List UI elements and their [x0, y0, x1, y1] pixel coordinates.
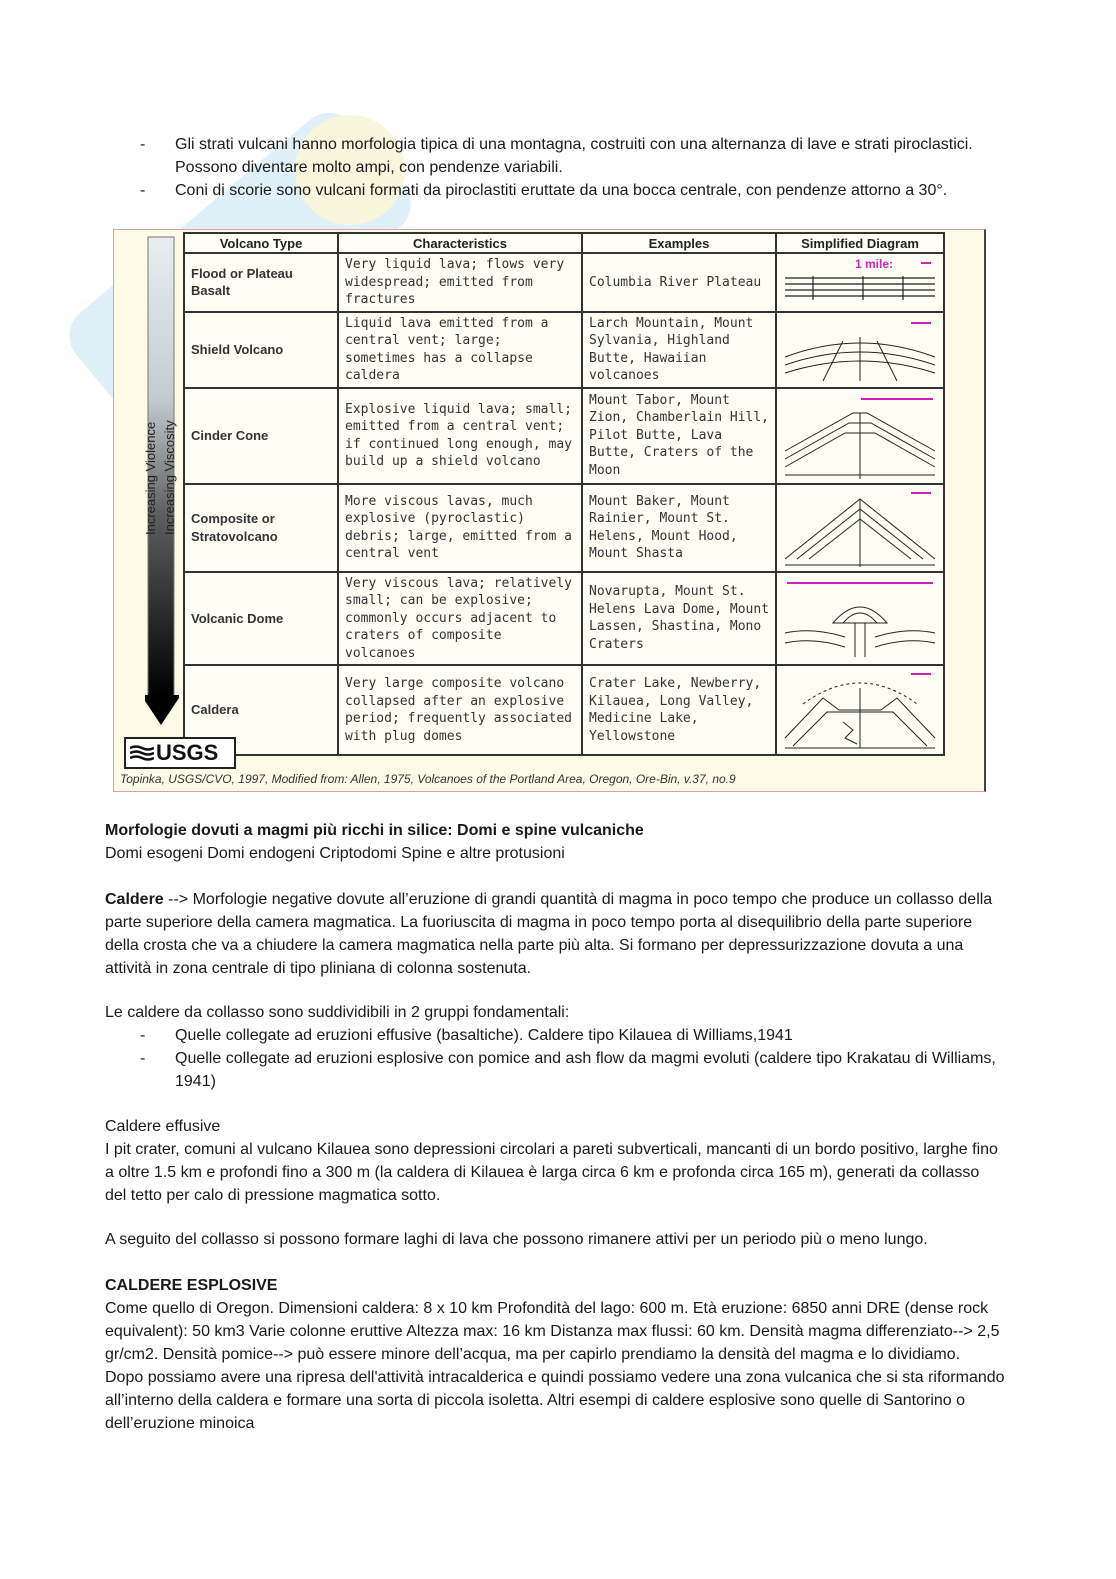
col-diagram: Simplified Diagram	[776, 233, 944, 253]
list-item: - Quelle collegate ad eruzioni esplosive con pomice and ash flow da magmi evoluti (caldere tipo Krakatau di Williams, 1941)	[140, 1050, 996, 1090]
volcano-type: Caldera	[184, 665, 338, 755]
table-row	[184, 253, 944, 312]
characteristics: Liquid lava emitted from a central vent; large; sometimes has a collapse caldera	[338, 312, 582, 388]
table-header-row	[184, 233, 944, 253]
list-item: - Gli strati vulcani hanno morfologia tipica di una montagna, costruiti con una alternanza di lave e strati piroclastici. Possono diventare molto ampi, con pendenze variabili.	[140, 136, 973, 176]
col-characteristics: Characteristics	[338, 233, 582, 253]
volcano-table	[183, 232, 945, 756]
scale-label: 1 mile:	[855, 257, 894, 272]
domes-heading: Morfologie dovuti a magmi più ricchi in silice: Domi e spine vulcaniche	[105, 822, 644, 839]
volcano-type: Flood or Plateau Basalt	[184, 253, 338, 312]
caldere-term: Caldere	[105, 891, 164, 908]
groups-intro: Le caldere da collasso sono suddividibili in 2 gruppi fondamentali:	[105, 1004, 570, 1021]
list-item: - Quelle collegate ad eruzioni effusive (basaltiche). Caldere tipo Kilauea di Williams,1941	[140, 1027, 793, 1044]
characteristics: More viscous lavas, much explosive (pyroclastic) debris; large, emitted from a central vent	[338, 484, 582, 572]
effusive-section	[105, 1115, 1005, 1207]
table-row	[184, 484, 944, 572]
volcano-type: Cinder Cone	[184, 388, 338, 484]
figure-credit: Topinka, USGS/CVO, 1997, Modified from: Allen, 1975, Volcanoes of the Portland Area, Oregon, Ore-Bin, v.37, no.9	[120, 772, 736, 786]
lava-lakes-paragraph: A seguito del collasso si possono formare laghi di lava che possono rimanere attivi per un periodo più o meno lungo.	[105, 1231, 928, 1248]
examples: Larch Mountain, Mount Sylvania, Highland Butte, Hawaiian volcanoes	[582, 312, 776, 388]
caldere-paragraph: Caldere --> Morfologie negative dovute all’eruzione di grandi quantità di magma in poco tempo che produce un collasso della parte superiore della camera magmatica. La fuoriuscita di magma in poco tempo porta al disequilibrio della parte superiore della crosta che va a chiudere la camera magmatica nella parte più alta. Si formano per depressurizzazione dovuta a una attività in zona centrale di tipo pliniana di colonna sostenuta.	[105, 891, 993, 977]
examples: Crater Lake, Newberry, Kilauea, Long Valley, Medicine Lake, Yellowstone	[582, 665, 776, 755]
table-row	[184, 665, 944, 755]
volcano-type: Shield Volcano	[184, 312, 338, 388]
usgs-logo: USGS	[124, 737, 236, 769]
characteristics: Very viscous lava; relatively small; can be explosive; commonly occurs adjacent to craters of composite volcanoes	[338, 572, 582, 666]
characteristics: Very liquid lava; flows very widespread; emitted from fractures	[338, 253, 582, 312]
volcano-type: Volcanic Dome	[184, 572, 338, 666]
examples: Novarupta, Mount St. Helens Lava Dome, Mount Lassen, Shastina, Mono Craters	[582, 572, 776, 666]
diagram-stratovolcano	[776, 484, 944, 572]
characteristics: Explosive liquid lava; small; emitted from a central vent; if continued long enough, may build up a shield volcano	[338, 388, 582, 484]
characteristics: Very large composite volcano collapsed after an explosive period; frequently associated with plug domes	[338, 665, 582, 755]
examples: Mount Baker, Mount Rainier, Mount St. Helens, Mount Hood, Mount Shasta	[582, 484, 776, 572]
side-label-violence: Increasing Violence	[143, 421, 158, 535]
list-item: - Coni di scorie sono vulcani formati da piroclastiti eruttate da una bocca centrale, con pendenze attorno a 30°.	[140, 182, 948, 199]
explosive-text-2: Dopo possiamo avere una ripresa dell'attività intracalderica e quindi possiamo vedere una zona vulcanica che si sta riformando all’interno della caldera e formare una sorta di piccola isoletta. Altri esempi di caldere esplosive sono quelle di Santorino o dell’eruzione minoica	[105, 1369, 1005, 1432]
volcano-type: Composite or Stratovolcano	[184, 484, 338, 572]
examples: Mount Tabor, Mount Zion, Chamberlain Hill, Pilot Butte, Lava Butte, Craters of the Moon	[582, 388, 776, 484]
diagram-cinder-cone	[776, 388, 944, 484]
effusive-title: Caldere effusive	[105, 1118, 221, 1135]
explosive-text: Come quello di Oregon. Dimensioni caldera: 8 x 10 km Profondità del lago: 600 m. Età eruzione: 6850 anni DRE (dense rock equivalent): 50 km3 Varie colonne eruttive Altezza max: 16 km Distanza max flussi: 60 km. Densità magma differenziato--> 2,5 gr/cm2. Densità pomice--> può essere minore dell’acqua, ma per capirlo prendiamo la densità del magma e lo dividiamo.	[105, 1300, 1000, 1363]
domes-line: Domi esogeni Domi endogeni Criptodomi Spine e altre protusioni	[105, 845, 565, 862]
effusive-text: I pit crater, comuni al vulcano Kilauea sono depressioni circolari a pareti subverticali, mancanti di un bordo positivo, larghe fino a oltre 1.5 km e profondi fino a 300 m (la caldera di Kilauea è larga circa 6 km e profonda circa 165 m), generati da collasso del tetto per calo di pressione magmatica sotto.	[105, 1141, 998, 1204]
table-row	[184, 572, 944, 666]
diagram-shield-volcano	[776, 312, 944, 388]
explosive-title: CALDERE ESPLOSIVE	[105, 1277, 278, 1294]
col-volcano-type: Volcano Type	[184, 233, 338, 253]
diagram-volcanic-dome	[776, 572, 944, 666]
table-row	[184, 312, 944, 388]
explosive-section	[105, 1274, 1005, 1435]
side-label-viscosity: Increasing Viscosity	[162, 420, 177, 535]
groups-section	[105, 1001, 1005, 1093]
col-examples: Examples	[582, 233, 776, 253]
examples: Columbia River Plateau	[582, 253, 776, 312]
domes-section	[105, 819, 1005, 865]
intro-bullets	[140, 133, 1020, 202]
diagram-flood-basalt	[776, 253, 944, 312]
usgs-waves-icon	[130, 745, 154, 761]
diagram-caldera	[776, 665, 944, 755]
table-row	[184, 388, 944, 484]
